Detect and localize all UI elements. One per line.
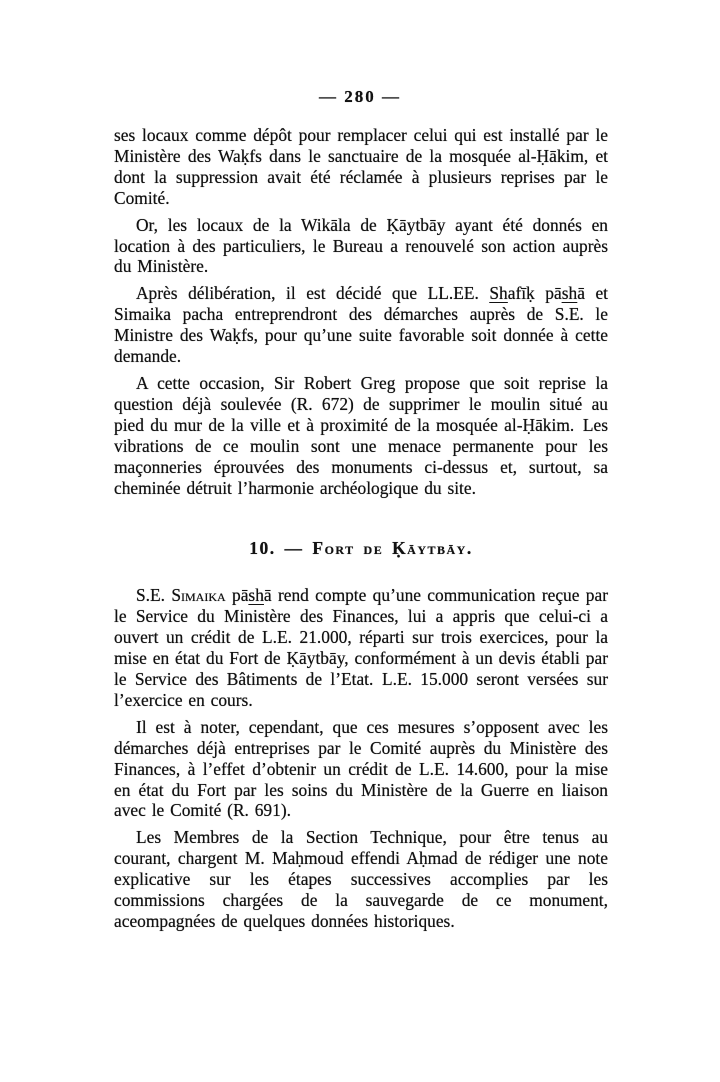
paragraph xyxy=(114,827,608,932)
text-segment: ses locaux comme dépôt pour remplacer celui qui est installé par le Ministère des Waḳfs dans le sanctuaire de la mosquée al-Ḥākim, et dont la suppression avait été réclamée à plusieurs reprises par le Comité. xyxy=(114,125,608,208)
section-heading xyxy=(114,538,608,559)
page-content xyxy=(114,125,608,938)
text-segment: 10. — xyxy=(249,538,313,559)
text-segment: ā et Simaika pacha entreprendront des démarches auprès de S.E. le Ministre des Waḳfs, pour qu’une suite favorable soit donnée à cette demande. xyxy=(114,283,608,367)
paragraph xyxy=(114,373,608,498)
paragraph xyxy=(114,585,608,710)
text-segment: Fort de Ḳāytbāy. xyxy=(312,538,473,559)
text-segment: ā rend compte qu’une communication reçue par le Service du Ministère des Finances, lui a appris que celui-ci a ouvert un crédit de L.E. 21.000, réparti sur trois exercices, pour la mise en état du Fort de Ḳāytbāy, conformément à un devis établi par le Service des Bâtiments de l’Etat. L.E. 15.000 seront versées sur l’exercice en cours. xyxy=(114,585,608,710)
paragraph xyxy=(114,717,608,822)
text-segment: Simaika xyxy=(171,585,226,606)
text-segment: Sh xyxy=(489,283,508,304)
text-segment: Or, les locaux de la Wikāla de Ḳāytbāy ayant été donnés en location à des particuliers, le Bureau a renouvelé son action auprès du Ministère. xyxy=(114,214,608,277)
text-segment: A cette occasion, Sir Robert Greg propose que soit reprise la question déjà soulevée (R. 672) de supprimer le moulin situé au pied du mur de la ville et à proximité de la mosquée al-Ḥākim. Les vibrations de ce moulin sont une menace permanente pour les maçonneries éprouvées des monuments ci-dessus et, surtout, sa cheminée détruit l’harmonie archéologique du site. xyxy=(114,372,608,498)
text-segment: S.E. xyxy=(136,585,172,606)
text-segment: pā xyxy=(225,585,249,606)
text-segment: Après délibération, il est décidé que LL.EE. xyxy=(136,283,490,304)
paragraph xyxy=(114,283,608,367)
text-segment: sh xyxy=(248,585,264,606)
text-segment: Il est à noter, cependant, que ces mesures s’opposent avec les démarches déjà entreprises par le Comité auprès du Ministère des Finances, à l’effet d’obtenir un crédit de L.E. 14.600, pour la mise en état du Fort par les soins du Ministère de la Guerre en liaison avec le Comité (R. 691). xyxy=(114,716,608,821)
text-segment: afīḳ pā xyxy=(507,283,562,304)
paragraph xyxy=(114,215,608,278)
page-number: — 280 — xyxy=(319,87,401,106)
text-segment: sh xyxy=(561,283,578,304)
text-segment: Les Membres de la Section Technique, pour être tenus au courant, chargent M. Maḥmoud effendi Aḥmad de rédiger une note explicative sur les étapes successives accomplies par les commissions chargées de la sauvegarde de ce monument, aceompagnées de quelques données historiques. xyxy=(114,827,608,931)
paragraph xyxy=(114,125,608,209)
